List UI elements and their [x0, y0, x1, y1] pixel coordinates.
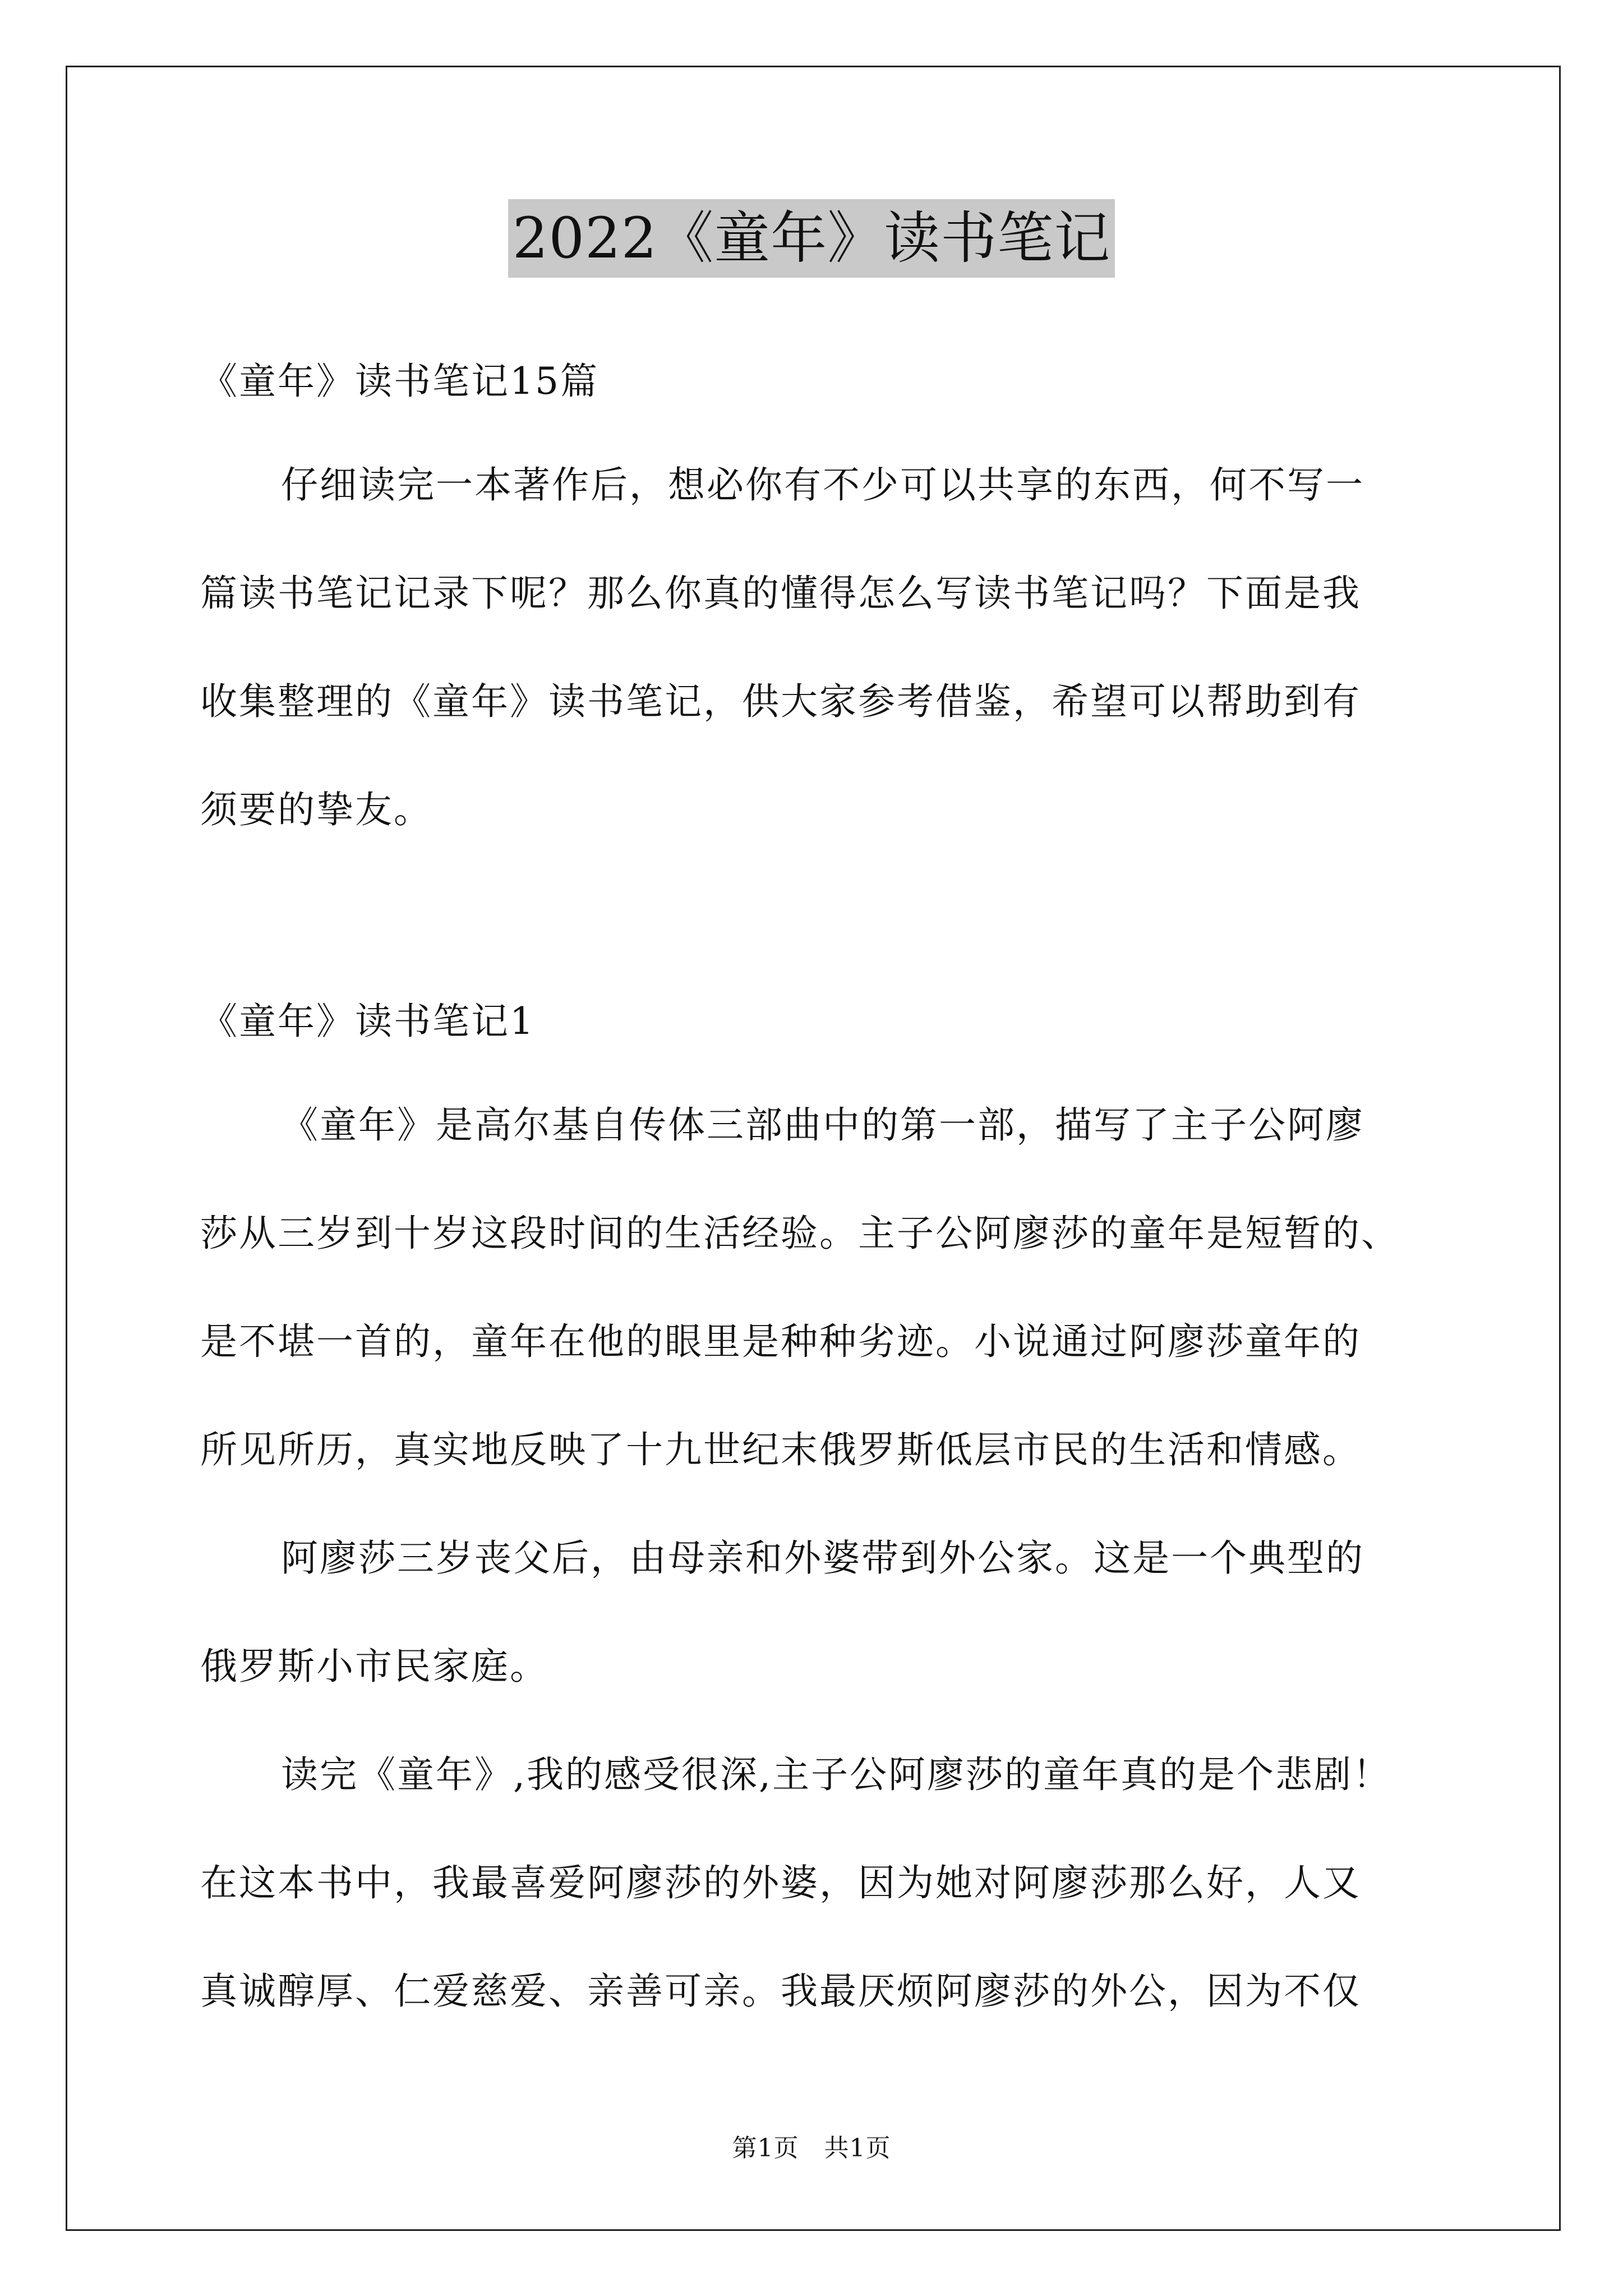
paragraph-line: 读完《童年》,我的感受很深,主子公阿廖莎的童年真的是个悲剧！ — [281, 1753, 1391, 1796]
section-heading: 《童年》读书笔记1 — [200, 1000, 535, 1043]
paragraph-line: 莎从三岁到十岁这段时间的生活经验。主子公阿廖莎的童年是短暂的、 — [200, 1212, 1400, 1255]
paragraph-line: 真诚醇厚、仁爱慈爱、亲善可亲。我最厌烦阿廖莎的外公，因为不仅 — [200, 1970, 1361, 2013]
title-container — [0, 199, 1623, 278]
paragraph-line: 是不堪一首的，童年在他的眼里是种种劣迹。小说通过阿廖莎童年的 — [200, 1320, 1361, 1363]
paragraph-line: 所见所历，真实地反映了十九世纪末俄罗斯低层市民的生活和情感。 — [200, 1428, 1361, 1471]
intro-line: 须要的挚友。 — [200, 788, 432, 831]
intro-line: 收集整理的《童年》读书笔记，供大家参考借鉴，希望可以帮助到有 — [200, 680, 1361, 723]
paragraph-line: 在这本书中，我最喜爱阿廖莎的外婆，因为她对阿廖莎那么好，人又 — [200, 1861, 1361, 1904]
paragraph-line: 俄罗斯小市民家庭。 — [200, 1645, 548, 1688]
paragraph-line: 阿廖莎三岁丧父后，由母亲和外婆带到外公家。这是一个典型的 — [281, 1536, 1364, 1580]
intro-line: 仔细读完一本著作后，想必你有不少可以共享的东西，何不写一 — [281, 463, 1364, 507]
paragraph-line: 《童年》是高尔基自传体三部曲中的第一部，描写了主子公阿廖 — [281, 1103, 1364, 1147]
intro-line: 篇读书笔记记录下呢？那么你真的懂得怎么写读书笔记吗？下面是我 — [200, 572, 1361, 615]
document-title: 2022《童年》读书笔记 — [508, 199, 1115, 278]
subtitle: 《童年》读书笔记15篇 — [200, 360, 599, 403]
page-footer: 第1页 共1页 — [732, 2134, 891, 2162]
